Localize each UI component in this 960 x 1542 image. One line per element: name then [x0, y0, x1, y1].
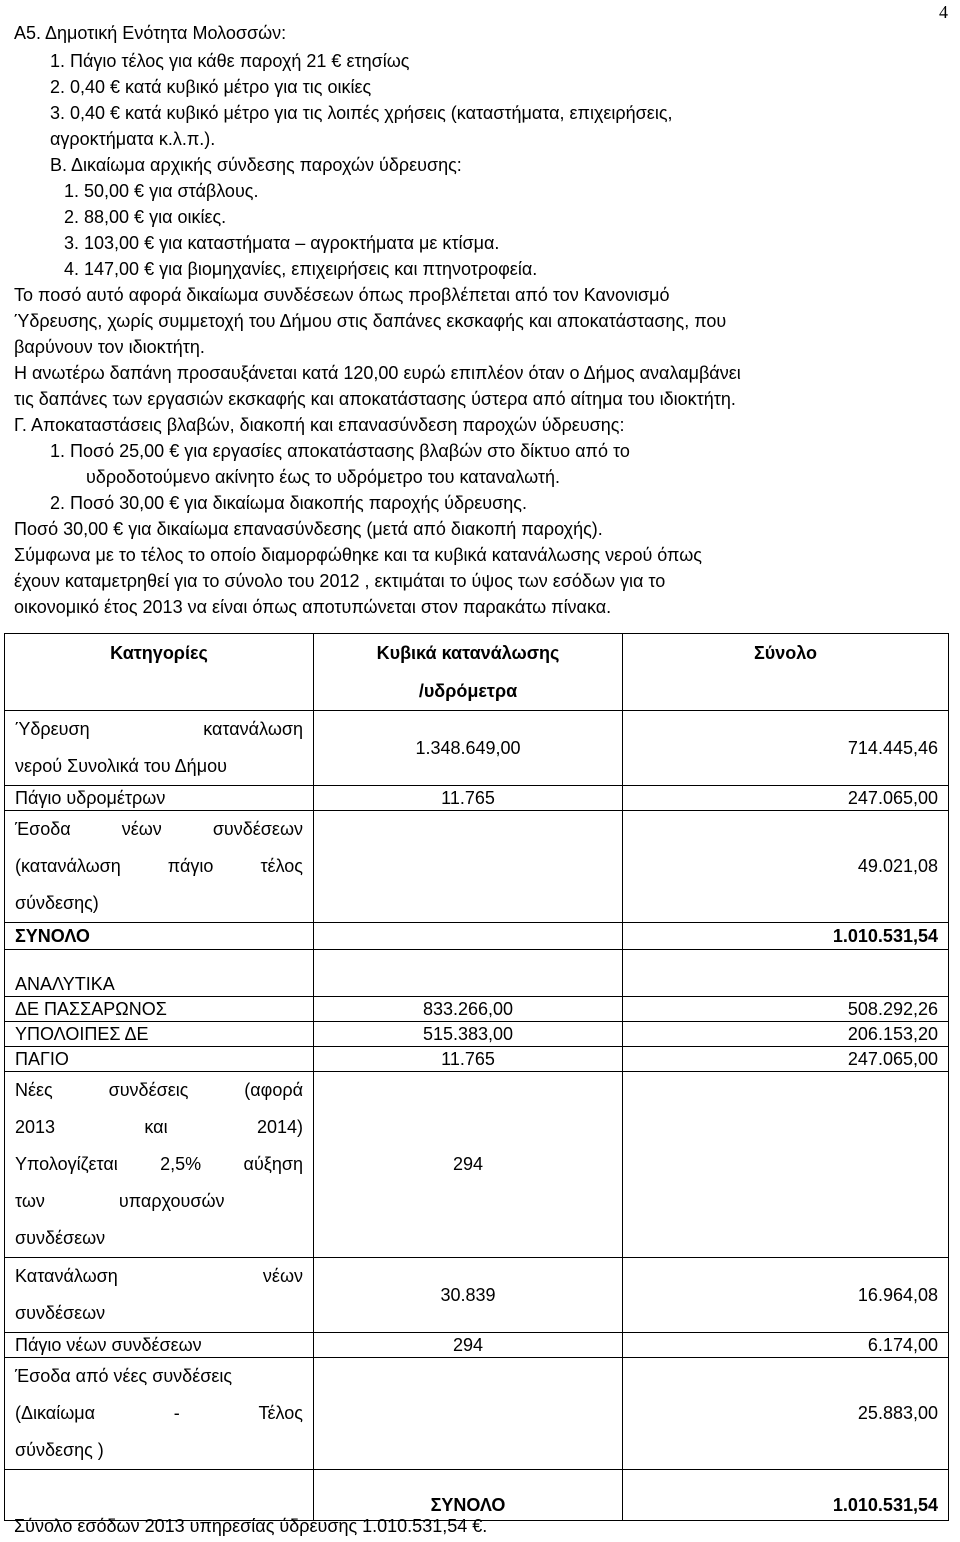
- row-total: 1.010.531,54: [623, 1470, 949, 1521]
- section-c-item-2: 2. Ποσό 30,00 € για δικαίωμα διακοπής παροχής ύδρευσης.: [50, 493, 527, 513]
- table-row: [5, 711, 949, 786]
- row-cat: ΠΑΓΙΟ: [5, 1047, 314, 1072]
- section-b-item-4: 4. 147,00 € για βιομηχανίες, επιχειρήσεις και πτηνοτροφεία.: [64, 259, 538, 279]
- row-cat: Πάγιο υδρομέτρων: [5, 786, 314, 811]
- header-categories: Κατηγορίες: [5, 634, 314, 711]
- section-b-para1-line3: βαρύνουν τον ιδιοκτήτη.: [14, 337, 205, 357]
- row-cat: Πάγιο νέων συνδέσεων: [5, 1333, 314, 1358]
- table-row: [5, 923, 949, 950]
- row-total: 247.065,00: [623, 786, 949, 811]
- row-total: 714.445,46: [623, 711, 949, 786]
- section-a-item-2: 2. 0,40 € κατά κυβικό μέτρο για τις οικίες: [50, 77, 372, 97]
- table-header-row: [5, 634, 949, 711]
- section-b-para1-line2: Ύδρευσης, χωρίς συμμετοχή του Δήμου στις δαπάνες εκσκαφής και αποκατάστασης, που: [14, 311, 727, 331]
- section-b-title: Β. Δικαίωμα αρχικής σύνδεσης παροχών ύδρευσης:: [50, 155, 462, 175]
- row-total: [623, 1072, 949, 1258]
- row-cat-line5: συνδέσεων: [15, 1228, 106, 1248]
- section-a-item-3-cont: αγροκτήματα κ.λ.π.).: [50, 129, 216, 149]
- table-row: [5, 997, 949, 1022]
- row-total: 25.883,00: [623, 1358, 949, 1470]
- table-row: [5, 1470, 949, 1521]
- row-cubic: [314, 950, 623, 997]
- header-cubic-line1: Κυβικά κατανάλωσης: [376, 643, 560, 663]
- header-cubic: [314, 634, 623, 711]
- row-cat-line4: των υπαρχουσών: [15, 1191, 225, 1211]
- row-cat: ΑΝΑΛΥΤΙΚΑ: [5, 950, 314, 997]
- row-cat-line3: Υπολογίζεται 2,5% αύξηση: [15, 1154, 303, 1174]
- row-cubic: ΣΥΝΟΛΟ: [314, 1470, 623, 1521]
- page-number: 4: [939, 2, 948, 22]
- row-cat-line1: Έσοδα νέων συνδέσεων: [15, 819, 303, 839]
- section-c-item-1-cont: υδροδοτούμενο ακίνητο έως το υδρόμετρο του καταναλωτή.: [86, 467, 560, 487]
- section-a-item-1: 1. Πάγιο τέλος για κάθε παροχή 21 € ετησίως: [50, 51, 410, 71]
- row-cubic: 11.765: [314, 1047, 623, 1072]
- table-row: [5, 1258, 949, 1333]
- row-cubic: 294: [314, 1072, 623, 1258]
- table-row: [5, 1333, 949, 1358]
- row-total: 247.065,00: [623, 1047, 949, 1072]
- row-cat: ΥΠΟΛΟΙΠΕΣ ΔΕ: [5, 1022, 314, 1047]
- row-total: [623, 950, 949, 997]
- row-cat-line1: Κατανάλωση νέων: [15, 1266, 303, 1286]
- table-row: [5, 1047, 949, 1072]
- row-cat-line1: Νέες συνδέσεις (αφορά: [15, 1080, 303, 1100]
- row-cubic: [314, 811, 623, 923]
- row-cat: ΣΥΝΟΛΟ: [5, 923, 314, 950]
- section-b-item-1: 1. 50,00 € για στάβλους.: [64, 181, 259, 201]
- row-cat: [5, 1258, 314, 1333]
- row-total: 49.021,08: [623, 811, 949, 923]
- row-cubic: 833.266,00: [314, 997, 623, 1022]
- row-cat: [5, 1470, 314, 1521]
- section-c-item-3: Ποσό 30,00 € για δικαίωμα επανασύνδεσης (μετά από διακοπή παροχής).: [14, 519, 603, 539]
- section-b-para2-line2: τις δαπάνες των εργασιών εκσκαφής και αποκατάστασης ύστερα από αίτημα του ιδιοκτήτη.: [14, 389, 736, 409]
- row-cubic: 294: [314, 1333, 623, 1358]
- section-c-title: Γ. Αποκαταστάσεις βλαβών, διακοπή και επανασύνδεση παροχών ύδρευσης:: [14, 415, 625, 435]
- row-cubic: 30.839: [314, 1258, 623, 1333]
- table-row: [5, 786, 949, 811]
- row-cubic: 515.383,00: [314, 1022, 623, 1047]
- row-cubic: 1.348.649,00: [314, 711, 623, 786]
- row-cat-line2: νερού Συνολικά του Δήμου: [15, 756, 227, 776]
- row-cubic: [314, 923, 623, 950]
- row-cat-line2: (Δικαίωμα - Τέλος: [15, 1403, 303, 1423]
- table-row: [5, 811, 949, 923]
- section-c-item-1: 1. Ποσό 25,00 € για εργασίες αποκατάστασης βλαβών στο δίκτυο από το: [50, 441, 630, 461]
- section-b-para2-line1: Η ανωτέρω δαπάνη προσαυξάνεται κατά 120,00 ευρώ επιπλέον όταν ο Δήμος αναλαμβάνει: [14, 363, 741, 383]
- section-a-title: Α5. Δημοτική Ενότητα Μολοσσών:: [14, 23, 287, 43]
- header-cubic-line2: /υδρόμετρα: [418, 681, 518, 701]
- row-cat-line2: συνδέσεων: [15, 1303, 106, 1323]
- row-cat: [5, 1358, 314, 1470]
- row-cubic: 11.765: [314, 786, 623, 811]
- row-total: 508.292,26: [623, 997, 949, 1022]
- table-row: [5, 1358, 949, 1470]
- header-total: Σύνολο: [623, 634, 949, 711]
- revenue-table: [4, 633, 949, 1521]
- row-cat-line2: 2013 και 2014): [15, 1117, 303, 1137]
- section-b-item-2: 2. 88,00 € για οικίες.: [64, 207, 227, 227]
- row-cat-line1: Έσοδα από νέες συνδέσεις: [15, 1366, 233, 1386]
- section-c-para-line1: Σύμφωνα με το τέλος το οποίο διαμορφώθηκε και τα κυβικά κατανάλωσης νερού όπως: [14, 545, 702, 565]
- section-a-item-3: 3. 0,40 € κατά κυβικό μέτρο για τις λοιπές χρήσεις (καταστήματα, επιχειρήσεις,: [50, 103, 673, 123]
- table-row: [5, 950, 949, 997]
- section-c-para-line2: έχουν καταμετρηθεί για το σύνολο του 2012 , εκτιμάται το ύψος των εσόδων για το: [14, 571, 666, 591]
- section-b-item-3: 3. 103,00 € για καταστήματα – αγροκτήματα με κτίσμα.: [64, 233, 500, 253]
- table-row: [5, 1072, 949, 1258]
- row-total: 16.964,08: [623, 1258, 949, 1333]
- row-cat-line1: Ύδρευση κατανάλωση: [15, 719, 303, 739]
- footer-total: Σύνολο εσόδων 2013 υπηρεσίας ύδρευσης 1.010.531,54 €.: [14, 1516, 488, 1536]
- section-c-para-line3: οικονομικό έτος 2013 να είναι όπως αποτυπώνεται στον παρακάτω πίνακα.: [14, 597, 612, 617]
- row-total: 206.153,20: [623, 1022, 949, 1047]
- row-cat: ΔΕ ΠΑΣΣΑΡΩΝΟΣ: [5, 997, 314, 1022]
- row-cat: [5, 1072, 314, 1258]
- row-total: 6.174,00: [623, 1333, 949, 1358]
- section-b-para1-line1: Το ποσό αυτό αφορά δικαίωμα συνδέσεων όπως προβλέπεται από τον Κανονισμό: [14, 285, 670, 305]
- row-cat-line2: (κατανάλωση πάγιο τέλος: [15, 856, 303, 876]
- row-cat-line3: σύνδεσης): [15, 893, 99, 913]
- row-total: 1.010.531,54: [623, 923, 949, 950]
- row-cat: [5, 711, 314, 786]
- row-cat: [5, 811, 314, 923]
- row-cubic: [314, 1358, 623, 1470]
- table-row: [5, 1022, 949, 1047]
- row-cat-line3: σύνδεσης ): [15, 1440, 104, 1460]
